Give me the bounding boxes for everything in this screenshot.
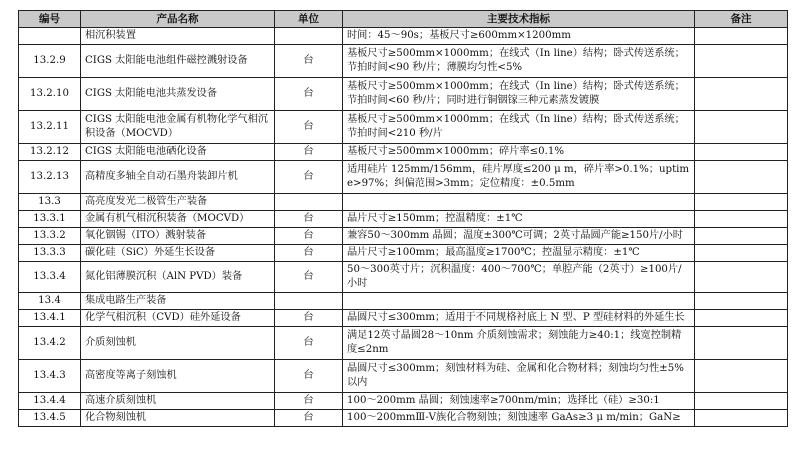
row-number: 13.4.4 — [19, 393, 81, 410]
row-spec: 适用硅片 125mm/156mm，硅片厚度≤200 μ m，碎片率>0.1%；uptime>97%；纠偏范围>3mm；定位精度：±0.5mm — [343, 161, 695, 194]
row-number: 13.3.3 — [19, 245, 81, 262]
row-remark — [695, 28, 788, 45]
row-product-name: 集成电路生产装备 — [81, 293, 275, 310]
row-product-name: 碳化硅（SiC）外延生长设备 — [81, 245, 275, 262]
row-remark — [695, 262, 788, 293]
row-remark — [695, 111, 788, 144]
table-row — [19, 28, 788, 45]
table-row — [19, 194, 788, 211]
row-number: 13.2.9 — [19, 45, 81, 78]
row-remark — [695, 293, 788, 310]
row-spec: 50～300英寸片；沉积温度：400～700℃；单腔产能（2英寸）≥100片/小时 — [343, 262, 695, 293]
row-spec: 晶片尺寸≥100mm；最高温度≥1700℃；控温显示精度：±1℃ — [343, 245, 695, 262]
row-spec: 晶圆尺寸≤300mm；刻蚀材料为硅、金属和化合物材料；刻蚀均匀性±5%以内 — [343, 360, 695, 393]
row-unit: 台 — [275, 211, 343, 228]
row-number: 13.2.11 — [19, 111, 81, 144]
row-number: 13.4.2 — [19, 327, 81, 360]
table-row — [19, 327, 788, 360]
row-remark — [695, 161, 788, 194]
table-row — [19, 410, 788, 427]
row-spec: 基板尺寸≥500mm×1000mm；在线式（In line）结构；卧式传送系统；节拍时间<210 秒/片 — [343, 111, 695, 144]
row-product-name: 高速介质刻蚀机 — [81, 393, 275, 410]
table-row — [19, 45, 788, 78]
table-row — [19, 262, 788, 293]
table-row — [19, 111, 788, 144]
row-unit: 台 — [275, 161, 343, 194]
row-spec — [343, 194, 695, 211]
row-spec: 满足12英寸晶圆28～10nm 介质刻蚀需求；刻蚀能力≥40:1；线宽控制精度≤2nm — [343, 327, 695, 360]
row-spec: 基板尺寸≥500mm×1000mm；在线式（In line）结构；卧式传送系统；节拍时间<60 秒/片；同时进行铜铟镓三种元素蒸发镀膜 — [343, 78, 695, 111]
row-product-name: 金属有机气相沉积装备（MOCVD） — [81, 211, 275, 228]
row-remark — [695, 393, 788, 410]
row-product-name: CIGS 太阳能电池组件磁控溅射设备 — [81, 45, 275, 78]
row-remark — [695, 211, 788, 228]
table-header-row — [19, 11, 788, 28]
row-unit: 台 — [275, 245, 343, 262]
row-spec: 晶圆尺寸≤300mm；适用于不同规格衬底上 N 型、P 型硅材料的外延生长 — [343, 310, 695, 327]
row-unit: 台 — [275, 111, 343, 144]
row-number: 13.3.4 — [19, 262, 81, 293]
table-row — [19, 310, 788, 327]
row-remark — [695, 327, 788, 360]
table-row — [19, 211, 788, 228]
table-row — [19, 293, 788, 310]
row-unit: 台 — [275, 327, 343, 360]
row-spec: 时间：45～90s；基板尺寸≥600mm×1200mm — [343, 28, 695, 45]
row-remark — [695, 245, 788, 262]
row-spec: 基板尺寸≥500mm×1000mm；碎片率≤0.1% — [343, 144, 695, 161]
row-unit — [275, 28, 343, 45]
row-remark — [695, 78, 788, 111]
row-spec: 基板尺寸≥500mm×1000mm；在线式（In line）结构；卧式传送系统；节拍时间<90 秒/片；薄膜均匀性<5% — [343, 45, 695, 78]
row-spec: 100～200mm 晶圆；刻蚀速率≥700nm/min；选择比（硅）≥30:1 — [343, 393, 695, 410]
row-unit: 台 — [275, 45, 343, 78]
row-product-name: 氮化铝薄膜沉积（AlN PVD）装备 — [81, 262, 275, 293]
row-remark — [695, 228, 788, 245]
row-number: 13.3 — [19, 194, 81, 211]
row-unit: 台 — [275, 393, 343, 410]
row-product-name: 化学气相沉积（CVD）硅外延设备 — [81, 310, 275, 327]
header-no: 编号 — [19, 11, 81, 28]
equipment-spec-table — [18, 10, 788, 427]
table-body — [19, 28, 788, 427]
row-number: 13.2.13 — [19, 161, 81, 194]
table-row — [19, 393, 788, 410]
table-row — [19, 161, 788, 194]
row-product-name: 高精度多轴全自动石墨舟装卸片机 — [81, 161, 275, 194]
row-product-name: 高亮度发光二极管生产装备 — [81, 194, 275, 211]
row-product-name: 高密度等离子刻蚀机 — [81, 360, 275, 393]
row-number: 13.4 — [19, 293, 81, 310]
header-name: 产品名称 — [81, 11, 275, 28]
row-unit: 台 — [275, 228, 343, 245]
row-number: 13.2.10 — [19, 78, 81, 111]
header-unit: 单位 — [275, 11, 343, 28]
row-product-name: CIGS 太阳能电池共蒸发设备 — [81, 78, 275, 111]
row-spec: 兼容50～300mm 晶圆；温度±300℃可调；2英寸晶圆产能≥150片/小时 — [343, 228, 695, 245]
row-number — [19, 28, 81, 45]
row-spec — [343, 293, 695, 310]
row-unit — [275, 293, 343, 310]
row-product-name: CIGS 太阳能电池金属有机物化学气相沉积设备（MOCVD） — [81, 111, 275, 144]
table-row — [19, 360, 788, 393]
table-row — [19, 144, 788, 161]
row-remark — [695, 194, 788, 211]
header-spec: 主要技术指标 — [343, 11, 695, 28]
row-number: 13.4.5 — [19, 410, 81, 427]
row-number: 13.2.12 — [19, 144, 81, 161]
row-number: 13.4.1 — [19, 310, 81, 327]
row-unit: 台 — [275, 144, 343, 161]
row-remark — [695, 45, 788, 78]
table-row — [19, 228, 788, 245]
row-spec: 100～200mmⅢ-Ⅴ族化合物刻蚀；刻蚀速率 GaAs≥3 μ m/min；GaN≥ — [343, 410, 695, 427]
row-remark — [695, 144, 788, 161]
row-remark — [695, 360, 788, 393]
row-number: 13.4.3 — [19, 360, 81, 393]
row-unit: 台 — [275, 410, 343, 427]
row-product-name: 氧化铟锡（ITO）溅射装备 — [81, 228, 275, 245]
row-product-name: 化合物刻蚀机 — [81, 410, 275, 427]
row-product-name: CIGS 太阳能电池硒化设备 — [81, 144, 275, 161]
row-spec: 晶片尺寸≥150mm；控温精度：±1℃ — [343, 211, 695, 228]
row-product-name: 相沉积装置 — [81, 28, 275, 45]
row-unit: 台 — [275, 78, 343, 111]
row-unit: 台 — [275, 310, 343, 327]
row-product-name: 介质刻蚀机 — [81, 327, 275, 360]
row-number: 13.3.2 — [19, 228, 81, 245]
row-remark — [695, 310, 788, 327]
table-row — [19, 78, 788, 111]
table-row — [19, 245, 788, 262]
row-unit — [275, 194, 343, 211]
row-remark — [695, 410, 788, 427]
header-remark: 备注 — [695, 11, 788, 28]
row-unit: 台 — [275, 262, 343, 293]
row-unit: 台 — [275, 360, 343, 393]
row-number: 13.3.1 — [19, 211, 81, 228]
